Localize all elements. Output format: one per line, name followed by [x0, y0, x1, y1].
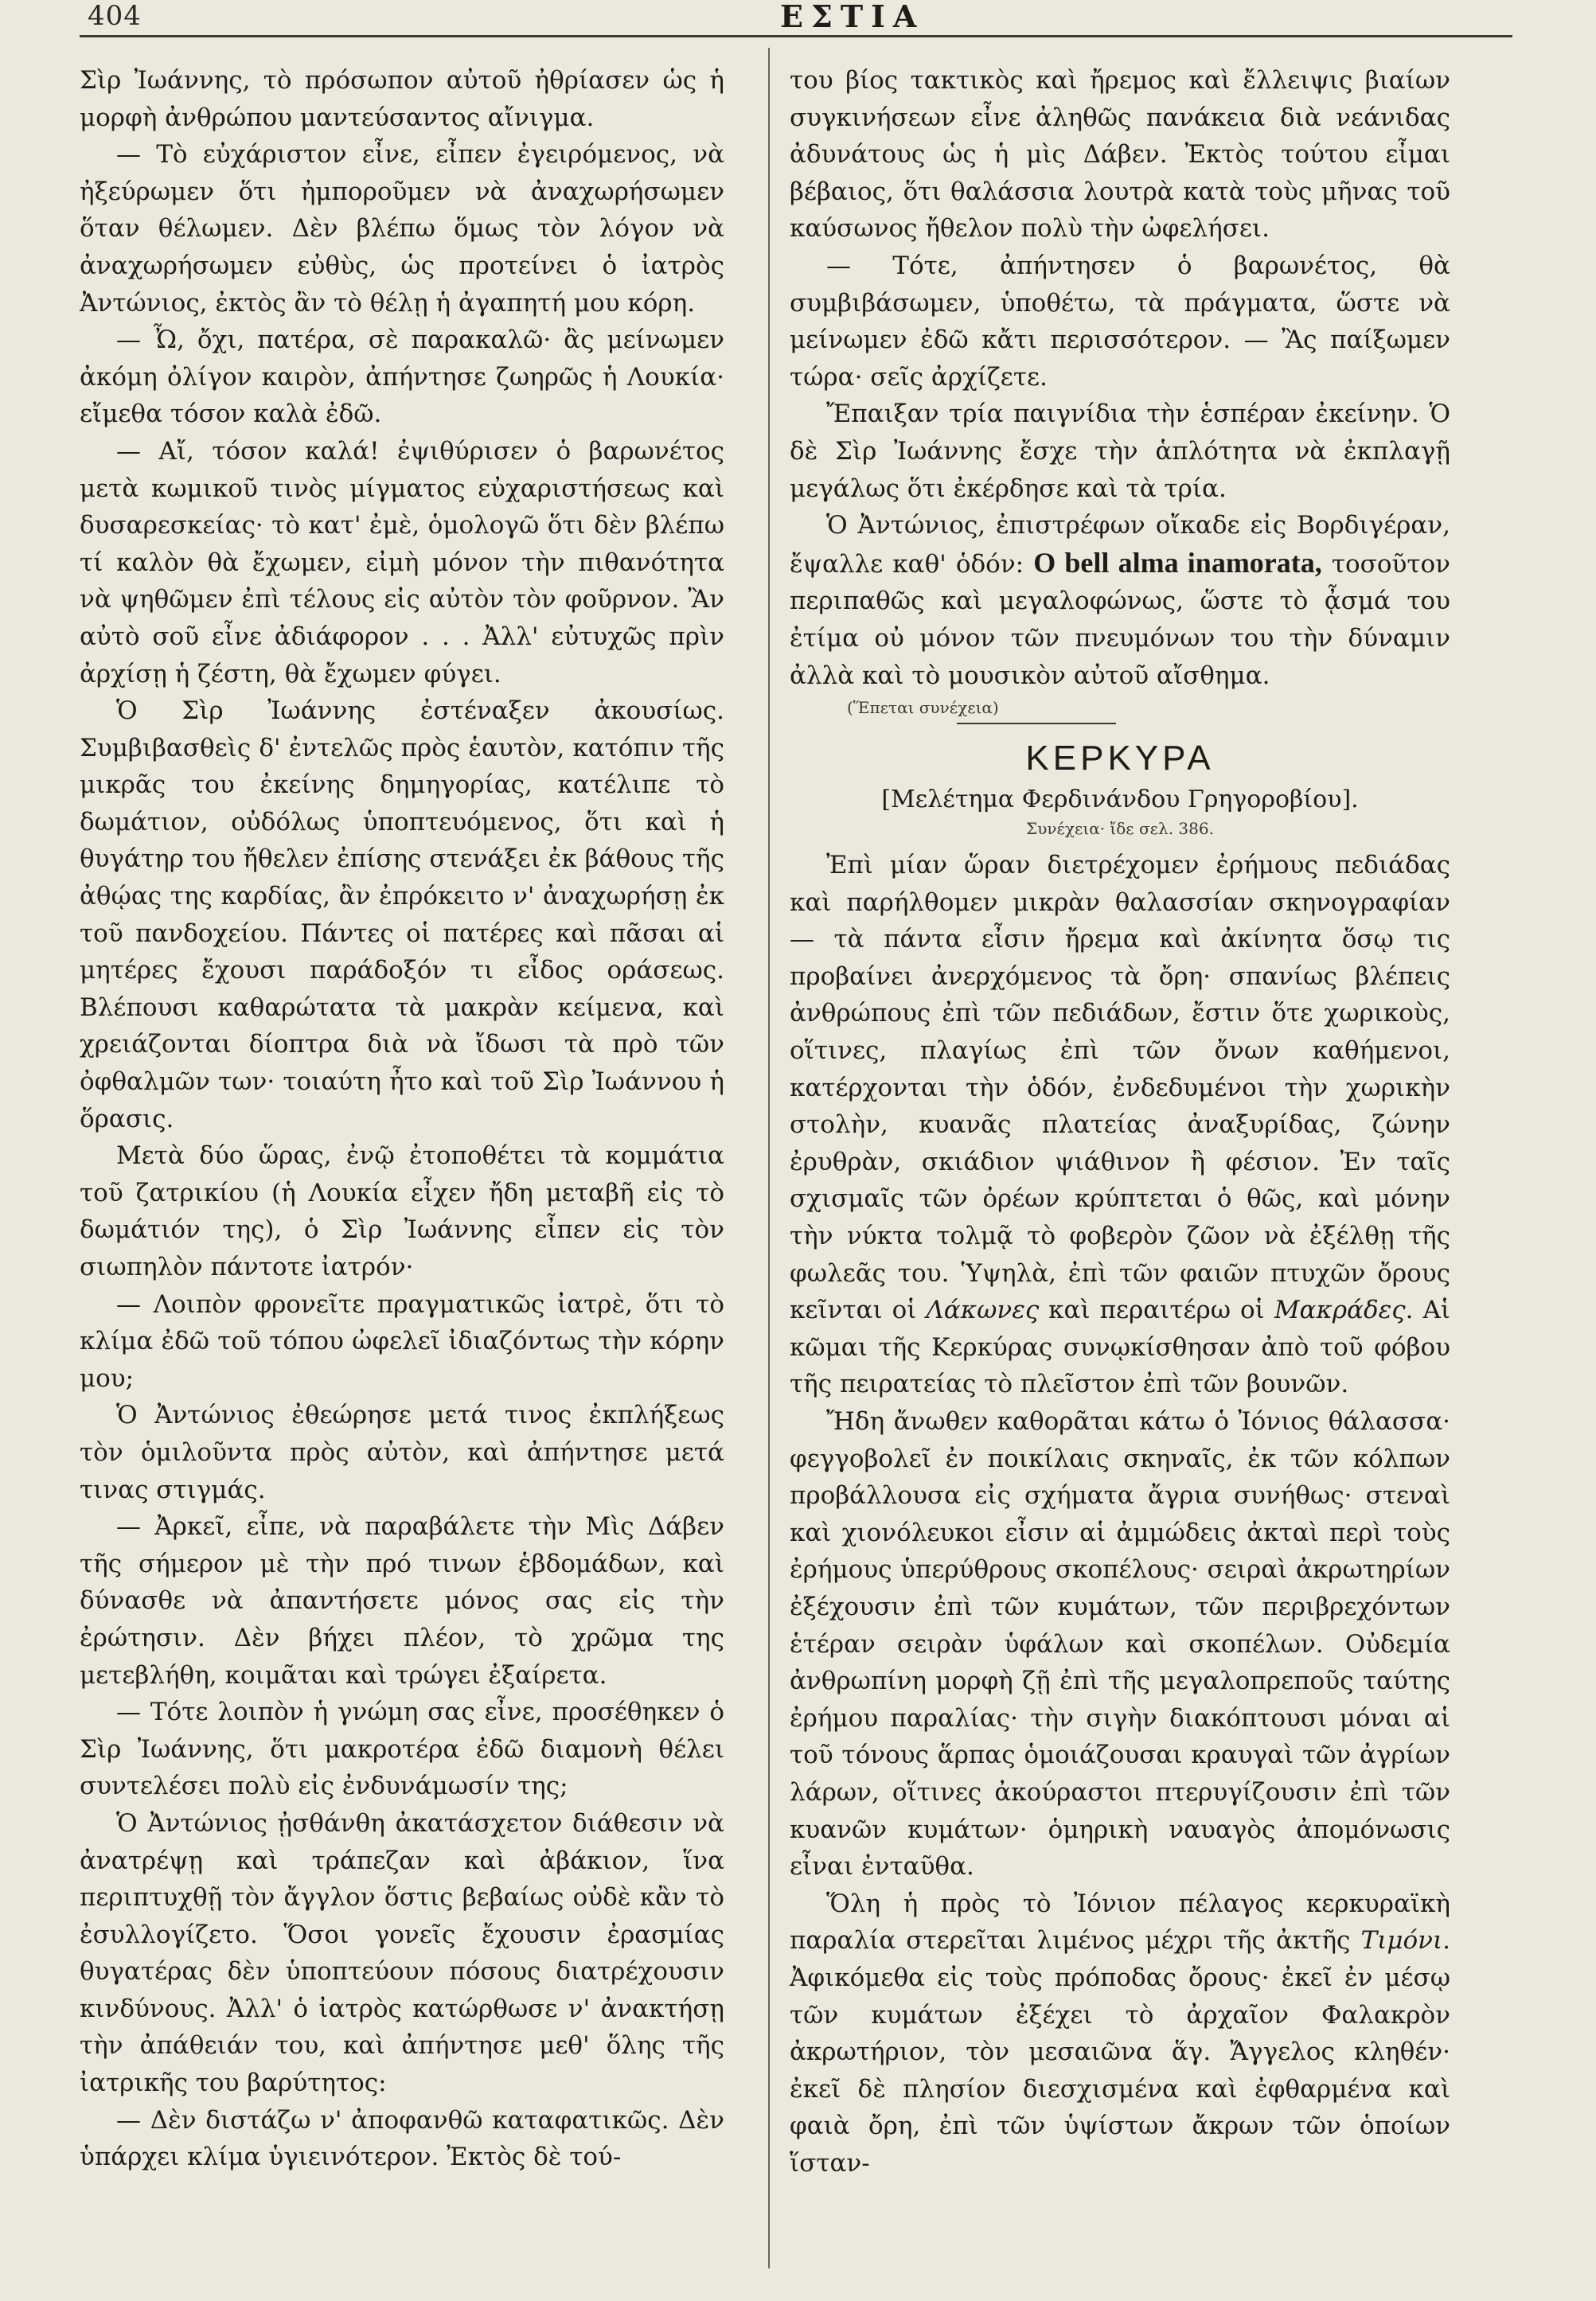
- to-be-continued-note: (Ἕπεται συνέχεια): [847, 698, 999, 718]
- paragraph: Ὁ Σὶρ Ἰωάννης ἐστέναξεν ἀκουσίως. Συμβιβασθεὶς δ' ἐντελῶς πρὸς ἑαυτὸν, κατόπιν τῆς μικρᾶς του ἐκείνης δημηγορίας, κατέλιπε τὸ δωμάτιον, οὐδόλως ὑποπτευόμενος, ὅτι καὶ ἡ θυγάτηρ του ἤθελεν ἐπίσης στενάξει ἐκ βάθους τῆς ἀθῴας της καρδίας, ἂν ἐπρόκειτο ν' ἀναχωρήσῃ ἐκ τοῦ πανδοχείου. Πάντες οἱ πατέρες καὶ πᾶσαι αἱ μητέρες ἔχουσι παράδοξόν τι εἶδος οράσεως. Βλέπουσι καθαρώτατα τὰ μακρὰν κείμενα, καὶ χρειάζονται δίοπτρα διὰ νὰ ἴδωσι τὰ πρὸ τῶν ὀφθαλμῶν των· τοιαύτη ἦτο καὶ τοῦ Σὶρ Ἰωάννου ἡ ὅρασις.: [80, 696, 724, 1133]
- section-title: ΚΕΡΚΥΡΑ: [1025, 739, 1215, 778]
- song-intro: Ὁ Ἀντώνιος, ἐπιστρέφων οἴκαδε εἰς Βορδιγέραν, ἔψαλλε καθ' ὁδόν:: [790, 511, 1450, 579]
- left-column: [80, 62, 724, 2176]
- paragraph: [790, 847, 1450, 1403]
- paragraph-song: [790, 507, 1450, 694]
- paragraph: — Τότε, ἀπήντησεν ὁ βαρωνέτος, θὰ συμβιβάσωμεν, ὑποθέτω, τὰ πράγματα, ὥστε νὰ μείνωμεν ἐδῶ κἄτι περισσότερον. — Ἂς παίξωμεν τώρα· σεῖς ἀρχίζετε.: [790, 251, 1450, 392]
- page-number: 404: [88, 0, 142, 32]
- paragraph: — Λοιπὸν φρονεῖτε πραγματικῶς ἰατρὲ, ὅτι τὸ κλίμα ἐδῶ τοῦ τόπου ὠφελεῖ ἰδιαζόντως τὴν κόρην μου;: [80, 1289, 724, 1393]
- column-divider: [768, 48, 770, 2268]
- place-name: Τιμόνι: [1360, 1926, 1443, 1956]
- text-run: Ὅλη ἡ πρὸς τὸ Ἰόνιον πέλαγος κερκυραϊκὴ παραλία στερεῖται λιμένος μέχρι τῆς ἀκτῆς: [790, 1889, 1450, 1956]
- paragraph: Ἔπαιξαν τρία παιγνίδια τὴν ἑσπέραν ἐκείνην. Ὁ δὲ Σὶρ Ἰωάννης ἔσχε τὴν ἁπλότητα νὰ ἐκπλαγῇ μεγάλως ὅτι ἐκέρδησε καὶ τὰ τρία.: [790, 400, 1450, 503]
- place-name: Μακράδες: [1274, 1296, 1406, 1325]
- paragraph: — Δὲν διστάζω ν' ἀποφανθῶ καταφατικῶς. Δὲν ὑπάρχει κλίμα ὑγιεινότερον. Ἐκτὸς δὲ τού-: [80, 2105, 724, 2172]
- paragraph: — Τότε λοιπὸν ἡ γνώμη σας εἶνε, προσέθηκεν ὁ Σὶρ Ἰωάννης, ὅτι μακροτέρα ἐδῶ διαμονὴ θέλει συντελέσει πολὺ εἰς ἐνδυνάμωσίν της;: [80, 1698, 724, 1801]
- text-run: . Ἀφικόμεθα εἰς τοὺς πρόποδας ὄρους· ἐκεῖ ἐν μέσῳ τῶν κυμάτων ἐξέχει τὸ ἀρχαῖον Φαλακρὸν ἀκρωτήριον, τὸν μεσαιῶνα ἅγ. Ἄγγελος κληθέν· ἐκεῖ δὲ πλησίον διεσχισμένα καὶ ἐφθαρμένα καὶ φαιὰ ὄρη, ἐπὶ τῶν ὑψίστων ἄκρων τῶν ὁποίων ἵσταν-: [790, 1926, 1450, 2178]
- paragraph: Σὶρ Ἰωάννης, τὸ πρόσωπον αὐτοῦ ἠθρίασεν ὡς ἡ μορφὴ ἀνθρώπου μαντεύσαντος αἴνιγμα.: [80, 66, 724, 132]
- text-run: καὶ περαιτέρω οἱ: [1039, 1296, 1274, 1325]
- paragraph: [790, 1886, 1450, 2182]
- paragraph: Ὁ Ἀντώνιος ἐθεώρησε μετά τινος ἐκπλήξεως τὸν ὁμιλοῦντα πρὸς αὐτὸν, καὶ ἀπήντησε μετά τινας στιγμάς.: [80, 1401, 724, 1504]
- paragraph: — Αἴ, τόσον καλά! ἐψιθύρισεν ὁ βαρωνέτος μετὰ κωμικοῦ τινὸς μίγματος εὐχαριστήσεως καὶ δυσαρεσκείας· τὸ κατ' ἐμὲ, ὁμολογῶ ὅτι δὲν βλέπω τί καλὸν θὰ ἔχωμεν, εἰμὴ μόνον τὴν πιθανότητα νὰ ψηθῶμεν ἐπὶ τέλους εἰς αὐτὸν τὸν φοῦρνον. Ἂν αὐτὸ σοῦ εἶνε ἀδιάφορον . . . Ἀλλ' εὐτυχῶς πρὶν ἀρχίσῃ ἡ ζέστη, θὰ ἔχωμεν φύγει.: [80, 436, 724, 688]
- paragraph: — Ἀρκεῖ, εἶπε, νὰ παραβάλετε τὴν Μὶς Δάβεν τῆς σήμερον μὲ τὴν πρό τινων ἑβδομάδων, καὶ δύνασθε νὰ ἀπαντήσετε μόνος σας εἰς τὴν ἐρώτησιν. Δὲν βήχει πλέον, τὸ χρῶμα της μετεβλήθη, κοιμᾶται καὶ τρώγει ἐξαίρετα.: [80, 1512, 724, 1690]
- place-name: Λάκωνες: [926, 1296, 1040, 1325]
- text-run: . Αἱ κῶμαι τῆς Κερκύρας συνῳκίσθησαν ἀπὸ τοῦ φόβου τῆς πειρατείας τὸ πλεῖστον ἐπὶ τῶν βουνῶν.: [790, 1296, 1450, 1399]
- page-header: [80, 0, 1568, 35]
- text-run: Ἐπὶ μίαν ὥραν διετρέχομεν ἐρήμους πεδιάδας καὶ παρήλθομεν μικρὰν θαλασσίαν σκηνογραφίαν — τὰ πάντα εἶσιν ἤρεμα καὶ ἀκίνητα ὅσῳ τις προβαίνει ἀνερχόμενος τὰ ὄρη· σπανίως βλέπεις ἀνθρώπους ἐπὶ τῶν πεδιάδων, ἔστιν ὅτε χωρικοὺς, οἵτινες, πλαγίως ἐπὶ τῶν ὄνων καθήμενοι, κατέρχονται τὴν ὁδόν, ἐνδεδυμένοι τὴν χωρικὴν στολὴν, κυανᾶς πλατείας ἀναξυρίδας, ζώνην ἐρυθρὰν, σκιάδιον ψιάθινον ἢ φέσιον. Ἐν ταῖς σχισμαῖς τῶν ὀρέων κρύπτεται ὁ θῶς, καὶ μόνην τὴν νύκτα τολμᾷ τὸ φοβερὸν ζῶον νὰ ἐξέλθῃ τῆς φωλεᾶς του. Ὑψηλὰ, ἐπὶ τῶν φαιῶν πτυχῶν ὄρους κεῖνται οἱ: [790, 851, 1450, 1325]
- section-separator: [957, 723, 1116, 724]
- paragraph: — Τὸ εὐχάριστον εἶνε, εἶπεν ἐγειρόμενος, νὰ ἠξεύρωμεν ὅτι ἠμποροῦμεν νὰ ἀναχωρήσωμεν ὅταν θέλωμεν. Δὲν βλέπω ὅμως τὸν λόγον νὰ ἀναχωρήσωμεν εὐθὺς, ὡς προτείνει ὁ ἰατρὸς Ἀντώνιος, ἐκτὸς ἂν τὸ θέλῃ ἡ ἀγαπητή μου κόρη.: [80, 140, 724, 318]
- paragraph: Μετὰ δύο ὥρας, ἐνῷ ἐτοποθέτει τὰ κομμάτια τοῦ ζατρικίου (ἡ Λουκία εἶχεν ἤδη μεταβῆ εἰς τὸ δωμάτιόν της), ὁ Σὶρ Ἰωάννης εἶπεν εἰς τὸν σιωπηλὸν πάντοτε ἰατρόν·: [80, 1141, 724, 1281]
- article-byline: [Μελέτημα Φερδινάνδου Γρηγοροβίου].: [881, 786, 1359, 814]
- song-outro: τοσοῦτον περιπαθῶς καὶ μεγαλοφώνως, ὥστε τὸ ᾆσμά του ἐτίμα οὐ μόνον τῶν πνευμόνων του τὴν δύναμιν ἀλλὰ καὶ τὸ μουσικὸν αὐτοῦ αἴσθημα.: [790, 549, 1450, 690]
- journal-title: ΕΣΤΙΑ: [780, 0, 925, 34]
- paragraph: του βίος τακτικὸς καὶ ἤρεμος καὶ ἔλλειψις βιαίων συγκινήσεων εἶνε ἀληθῶς πανάκεια διὰ νεάνιδας ἀδυνάτους ὡς ἡ μὶς Δάβεν. Ἐκτὸς τούτου εἶμαι βέβαιος, ὅτι θαλάσσια λουτρὰ κατὰ τοὺς μῆνας τοῦ καύσωνος ἤθελον πολὺ τὴν ὠφελήσει.: [790, 66, 1450, 244]
- song-title: O bell alma inamorata,: [1033, 546, 1322, 579]
- right-column: [790, 62, 1450, 2182]
- continuation-note: Συνέχεια· ἴδε σελ. 386.: [1026, 819, 1214, 839]
- paragraph: — Ὦ, ὄχι, πατέρα, σὲ παρακαλῶ· ἂς μείνωμεν ἀκόμη ὀλίγον καιρὸν, ἀπήντησε ζωηρῶς ἡ Λουκία· εἴμεθα τόσον καλὰ ἐδῶ.: [80, 326, 724, 429]
- paragraph: Ἤδη ἄνωθεν καθορᾶται κάτω ὁ Ἰόνιος θάλασσα· φεγγοβολεῖ ἐν ποικίλαις σκηναῖς, ἐκ τῶν κόλπων προβάλλουσα εἰς σχήματα ἄγρια συνήθως· στεναὶ καὶ χιονόλευκοι εἶσιν αἱ ἀμμώδεις ἀκταὶ περὶ τοὺς ἐρήμους ὑπερύθρους σκοπέλους· σειραὶ ἀκρωτηρίων ἐξέχουσιν ἐπὶ τῶν κυμάτων, τῶν περιβρεχόντων ἑτέραν σειρὰν ὑφάλων καὶ σκοπέλων. Οὐδεμία ἀνθρωπίνη μορφὴ ζῇ ἐπὶ τῆς μεγαλοπρεποῦς ταύτης ἐρήμου παραλίας· τὴν σιγὴν διακόπτουσι μόναι αἱ τοῦ τόνους ἅρπας ὁμοιάζουσαι κραυγαὶ τῶν ἀγρίων λάρων, οἵτινες ἀκούραστοι πτερυγίζουσιν ἐπὶ τῶν κυανῶν κυμάτων· ὁμηρικὴ ναυαγὸς ἀπομόνωσις εἶναι ἐνταῦθα.: [790, 1407, 1450, 1882]
- header-rule: [80, 35, 1512, 37]
- paragraph: Ὁ Ἀντώνιος ᾐσθάνθη ἀκατάσχετον διάθεσιν νὰ ἀνατρέψῃ καὶ τράπεζαν καὶ ἀβάκιον, ἵνα περιπτυχθῇ τὸν ἄγγλον ὅστις βεβαίως οὐδὲ κἂν τὸ ἐσυλλογίζετο. Ὅσοι γονεῖς ἔχουσιν ἐρασμίας θυγατέρας δὲν ὑποπτεύουν πόσους διατρέχουσιν κινδύνους. Ἀλλ' ὁ ἰατρὸς κατώρθωσε ν' ἀνακτήσῃ τὴν ἀπάθειάν του, καὶ ἀπήντησε μεθ' ὅλης τῆς ἰατρικῆς του βαρύτητος:: [80, 1808, 724, 2098]
